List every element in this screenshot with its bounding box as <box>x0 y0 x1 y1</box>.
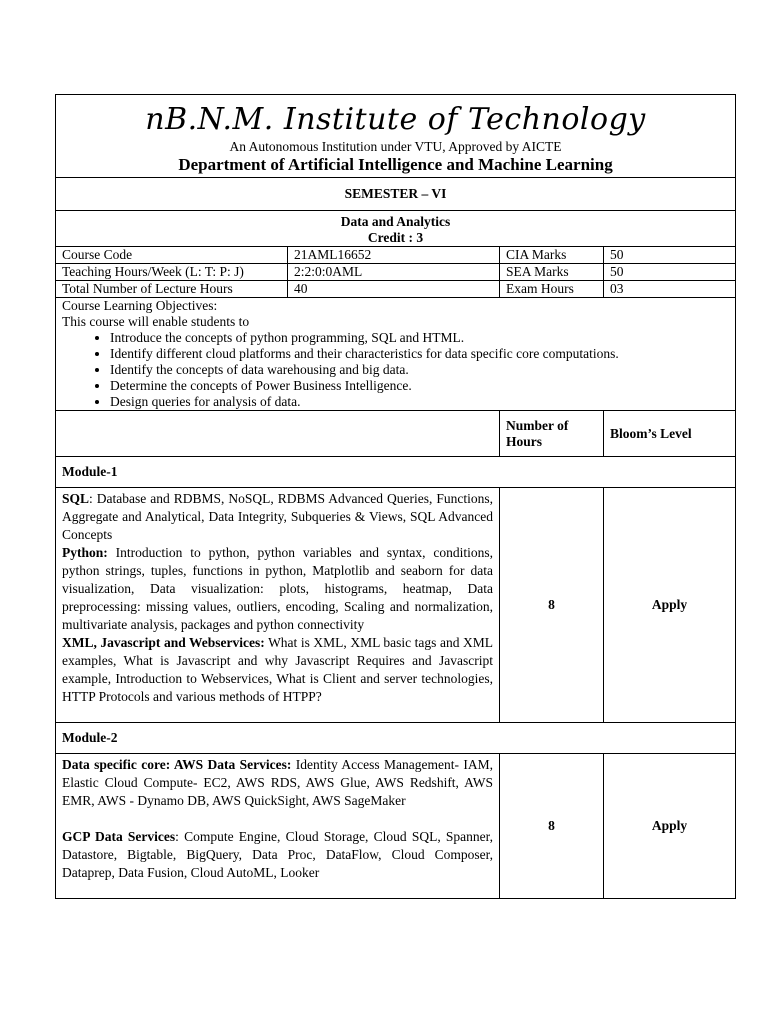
column-header-row <box>56 411 736 457</box>
module-part-label: SQL <box>62 491 90 506</box>
course-title-row <box>56 211 736 247</box>
module-part <box>62 544 493 634</box>
paragraph-gap <box>62 810 493 828</box>
module-title: Module-1 <box>56 457 736 488</box>
module-hours: 8 <box>500 488 604 723</box>
module-row <box>56 754 736 899</box>
course-credit: Credit : 3 <box>367 230 424 245</box>
info-row <box>56 247 736 264</box>
info-label: Exam Hours <box>500 281 604 298</box>
module-part-text: : Database and RDBMS, NoSQL, RDBMS Advanced Queries, Functions, Aggregate and Analytical, Data Integrity, Subqueries & Views, SQL Advanced Concepts <box>62 491 493 542</box>
info-row <box>56 281 736 298</box>
module-part-label: Data specific core: AWS Data Services: <box>62 757 292 772</box>
module-title: Module-2 <box>56 723 736 754</box>
header-row <box>56 95 736 178</box>
semester-label: SEMESTER – VI <box>56 178 736 211</box>
module-heading-row <box>56 723 736 754</box>
institute-subtitle: An Autonomous Institution under VTU, Approved by AICTE <box>229 139 562 154</box>
info-label: CIA Marks <box>500 247 604 264</box>
info-value: 40 <box>288 281 500 298</box>
syllabus-page <box>55 94 735 899</box>
objective-item: • Determine the concepts of Power Business Intelligence. <box>110 378 729 394</box>
module-part-text: Introduction to python, python variables and syntax, conditions, python strings, tuples, functions in python, Matplotlib and seaborn for data visualization, Data visualization: plots, histograms, heatmap, Data preprocessing: missing values, outliers, encoding, Scaling and normalization, multivariate analysis, packages and python connectivity <box>62 545 493 632</box>
module-content <box>56 488 500 723</box>
objective-item: • Identify the concepts of data warehousing and big data. <box>110 362 729 378</box>
info-row <box>56 264 736 281</box>
syllabus-table <box>55 94 736 899</box>
info-value: 2:2:0:0AML <box>288 264 500 281</box>
module-part-text: Identity Access Management- IAM, Elastic Cloud Compute- EC2, AWS RDS, AWS Glue, AWS Redshift, AWS EMR, AWS - Dynamo DB, AWS QuickSight, AWS SageMaker <box>62 757 493 808</box>
module-hours: 8 <box>500 754 604 899</box>
hours-column-header: Number of Hours <box>500 411 604 457</box>
objective-item: • Introduce the concepts of python programming, SQL and HTML. <box>110 330 729 346</box>
module-part-text: : Compute Engine, Cloud Storage, Cloud SQL, Spanner, Datastore, Bigtable, BigQuery, Data Proc, DataFlow, Cloud Composer, Dataprep, Data Fusion, Cloud AutoML, Looker <box>62 829 493 880</box>
module-blooms-level: Apply <box>604 488 736 723</box>
info-label: Teaching Hours/Week (L: T: P: J) <box>56 264 288 281</box>
module-blooms-level: Apply <box>604 754 736 899</box>
institute-name: nB.N.M. Institute of Technology <box>145 102 646 137</box>
objectives-list <box>62 330 729 410</box>
info-label: Course Code <box>56 247 288 264</box>
info-value: 50 <box>604 264 736 281</box>
module-part-label: XML, Javascript and Webservices: <box>62 635 265 650</box>
objectives-heading: Course Learning Objectives: <box>62 298 218 313</box>
module-part-label: GCP Data Services <box>62 829 176 844</box>
module-part <box>62 828 493 882</box>
info-label: SEA Marks <box>500 264 604 281</box>
module-part <box>62 756 493 810</box>
objective-item: • Identify different cloud platforms and their characteristics for data specific core computations. <box>110 346 729 362</box>
module-part-label: Python: <box>62 545 108 560</box>
module-content <box>56 754 500 899</box>
content-column-header <box>56 411 500 457</box>
semester-row <box>56 178 736 211</box>
module-part <box>62 490 493 544</box>
department-name: Department of Artificial Intelligence and Machine Learning <box>178 155 613 174</box>
info-value: 03 <box>604 281 736 298</box>
blooms-column-header: Bloom’s Level <box>604 411 736 457</box>
module-part <box>62 634 493 706</box>
info-value: 50 <box>604 247 736 264</box>
info-label: Total Number of Lecture Hours <box>56 281 288 298</box>
objective-item: • Design queries for analysis of data. <box>110 394 729 410</box>
module-row <box>56 488 736 723</box>
info-value: 21AML16652 <box>288 247 500 264</box>
course-title: Data and Analytics <box>340 214 451 229</box>
module-heading-row <box>56 457 736 488</box>
module-part-text: What is XML, XML basic tags and XML examples, What is Javascript and why Javascript Requires and Javascript example, Introduction to Webservices, What is Client and server technologies, HTTP Protocols and various methods of HTPP? <box>62 635 493 704</box>
objectives-intro: This course will enable students to <box>62 314 250 329</box>
objectives-row <box>56 298 736 411</box>
